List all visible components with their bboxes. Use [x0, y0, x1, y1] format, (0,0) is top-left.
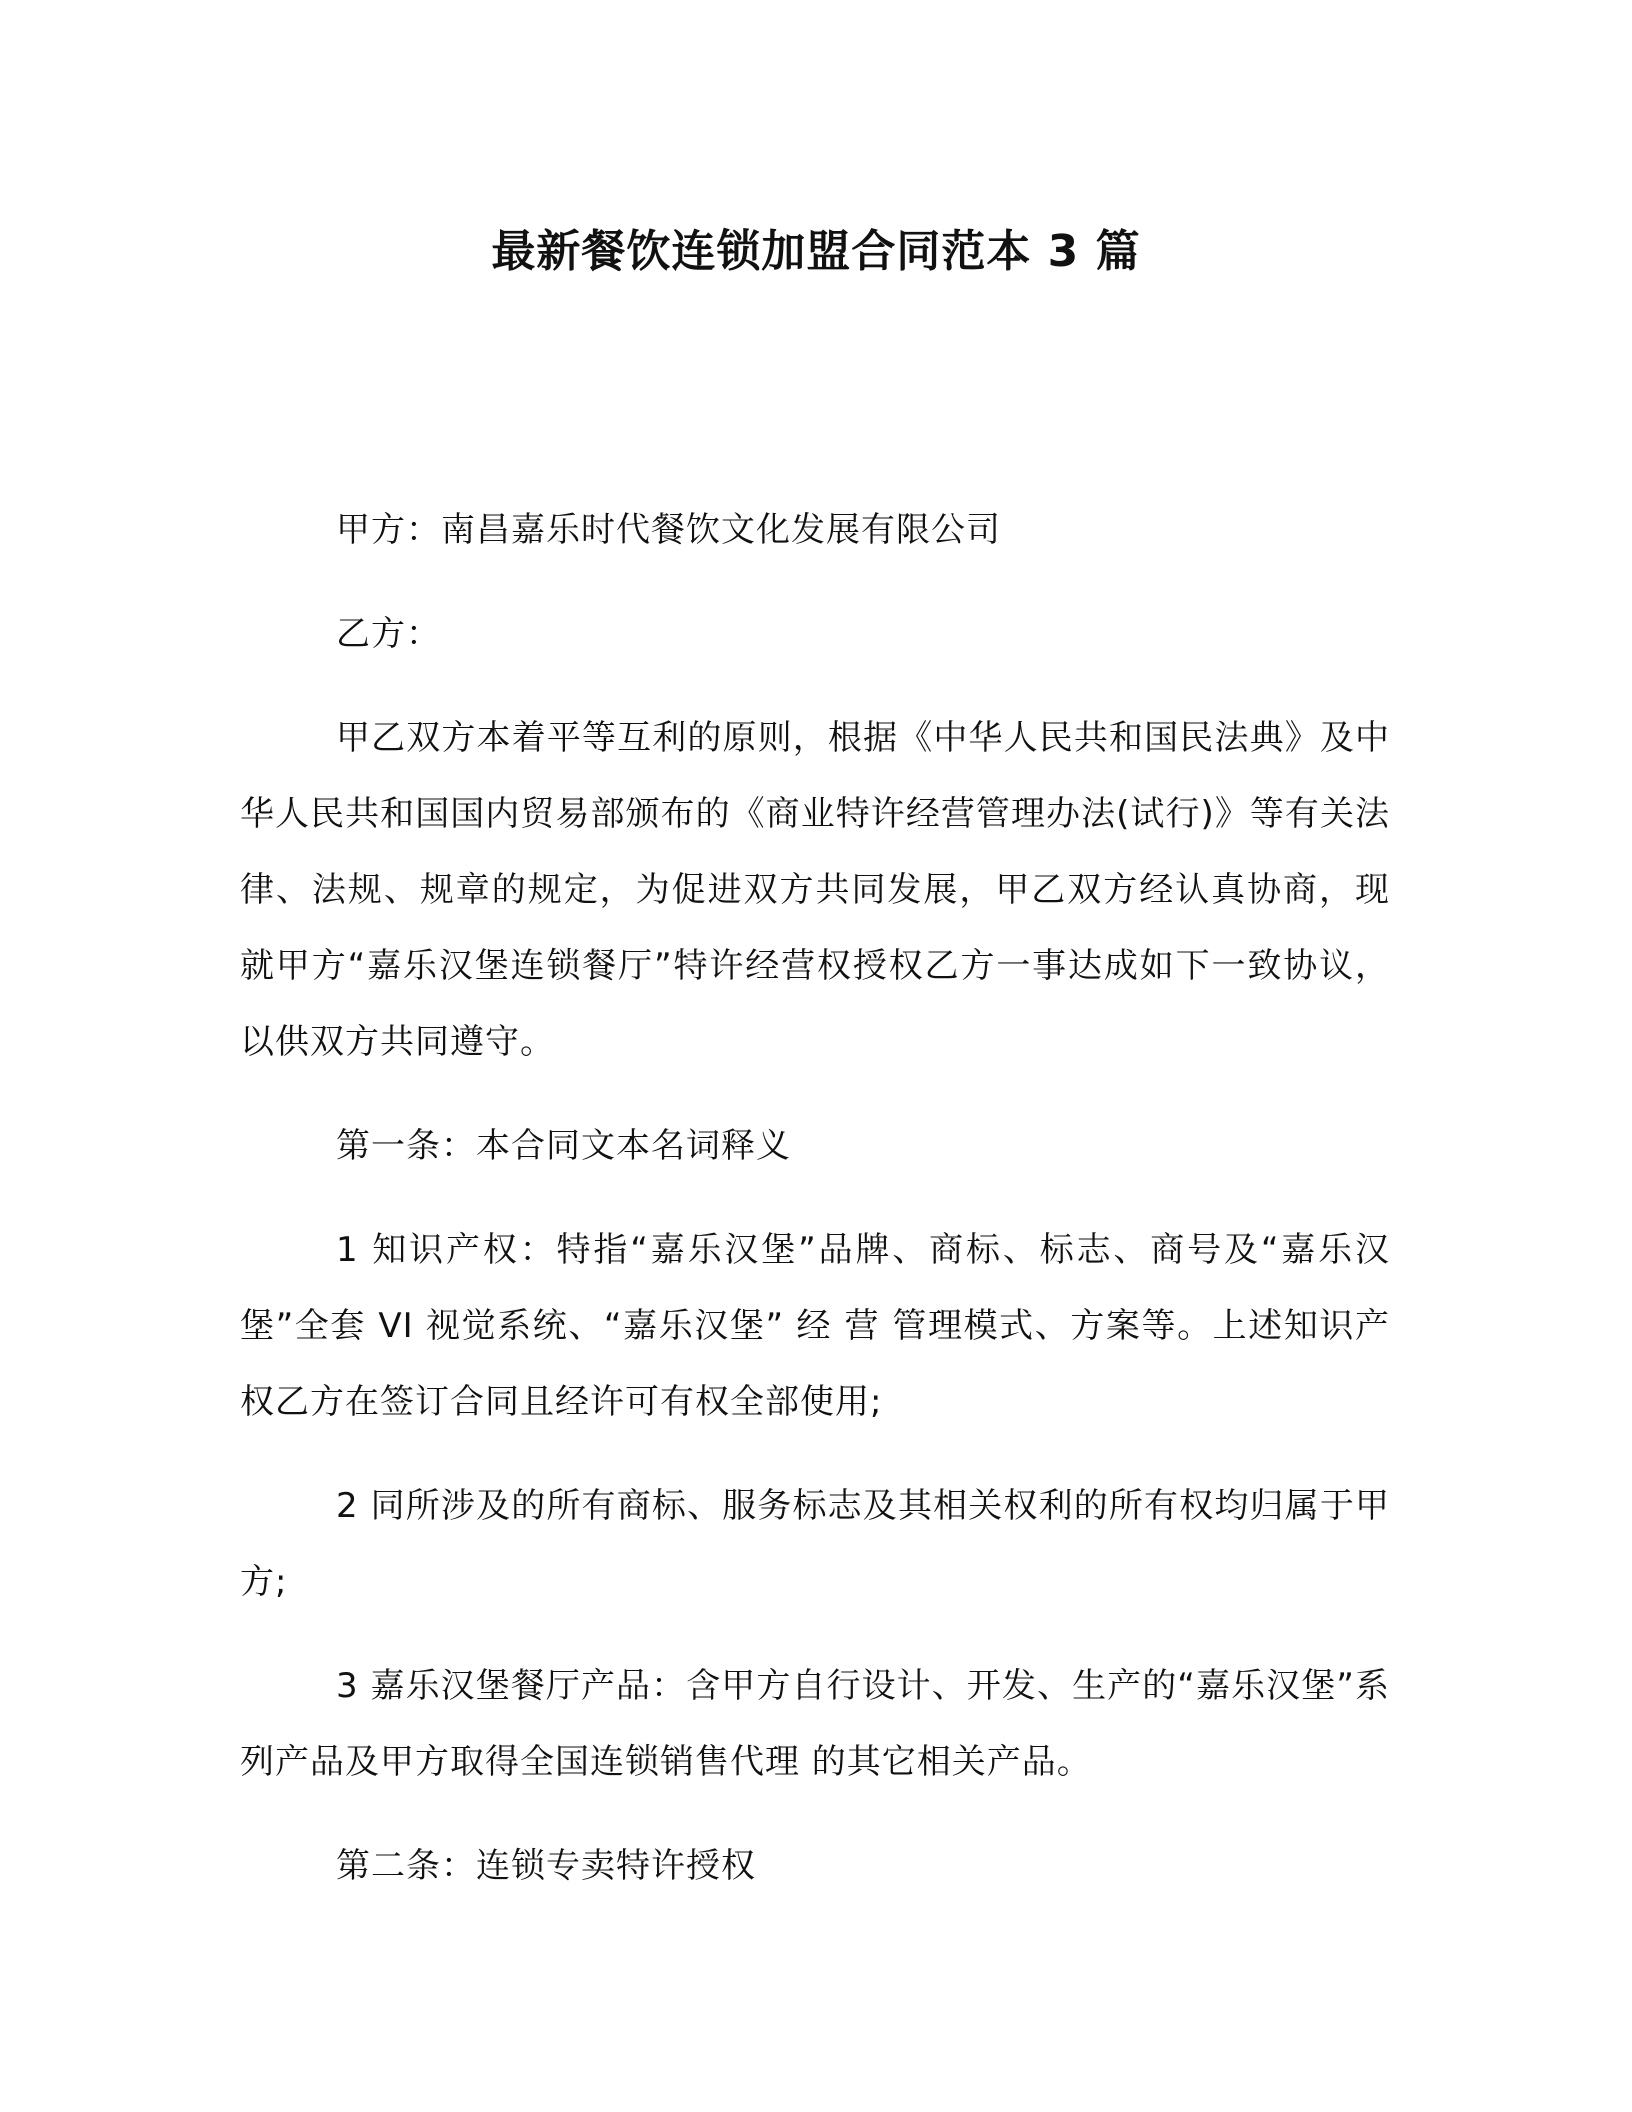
party-b-line: 乙方： — [336, 614, 441, 654]
article-1-item-2: 2 同所涉及的所有商标、服务标志及其相关权利的所有权均归属于甲方; — [240, 1486, 1390, 1602]
document-body — [240, 492, 1390, 1932]
document-title: 最新餐饮连锁加盟合同范本 3 篇 — [491, 226, 1141, 277]
preamble-paragraph: 甲乙双方本着平等互利的原则，根据《中华人民共和国民法典》及中华人民共和国国内贸易部颁布的《商业特许经营管理办法(试行)》等有关法律、法规、规章的规定，为促进双方共同发展，甲乙双方经认真协商，现就甲方“嘉乐汉堡连锁餐厅”特许经营权授权乙方一事达成如下一致协议，以供双方共同遵守。 — [240, 718, 1390, 1062]
article-2-heading: 第二条：连锁专卖特许授权 — [336, 1846, 756, 1886]
article-1-heading: 第一条：本合同文本名词释义 — [336, 1126, 791, 1166]
article-1-item-1: 1 知识产权：特指“嘉乐汉堡”品牌、商标、标志、商号及“嘉乐汉堡”全套 VI 视觉系统、“嘉乐汉堡” 经 营 管理模式、方案等。上述知识产权乙方在签订合同且经许可有权全部使用; — [240, 1230, 1390, 1422]
party-a-line: 甲方：南昌嘉乐时代餐饮文化发展有限公司 — [336, 510, 1001, 550]
article-1-item-3: 3 嘉乐汉堡餐厅产品：含甲方自行设计、开发、生产的“嘉乐汉堡”系列产品及甲方取得全国连锁销售代理 的其它相关产品。 — [240, 1666, 1390, 1782]
